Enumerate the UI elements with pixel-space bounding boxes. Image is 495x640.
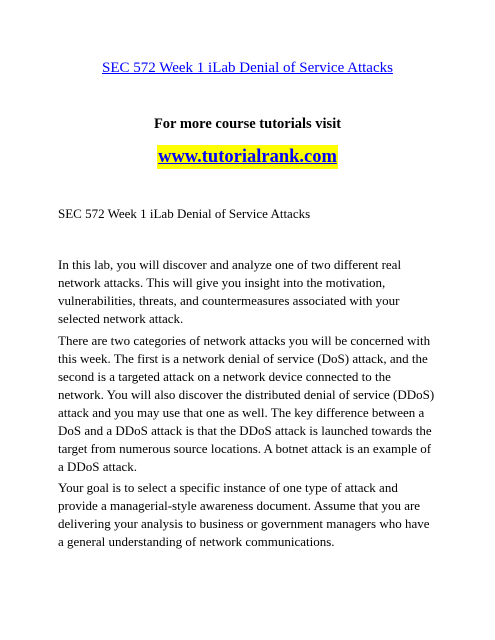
paragraph-line: selected network attack. <box>58 311 184 326</box>
website-link-wrapper <box>0 145 495 169</box>
paragraph-line: delivering your analysis to business or government managers who have <box>58 516 430 531</box>
paragraph-line: this week. The first is a network denial of service (DoS) attack, and the <box>58 351 428 366</box>
paragraph-line: There are two categories of network attacks you will be concerned with <box>58 333 431 348</box>
paragraph-intro <box>58 256 442 328</box>
paragraph-line: network attacks. This will give you insight into the motivation, <box>58 275 386 290</box>
visit-text: For more course tutorials visit <box>153 116 342 132</box>
paragraph-line: target from numerous source locations. A botnet attack is an example of <box>58 441 432 456</box>
paragraph-line: attack and you may use that one as well. The key difference between a <box>58 405 425 420</box>
paragraph-line: Your goal is to select a specific instance of one type of attack and <box>58 480 398 495</box>
paragraph-line: vulnerabilities, threats, and countermeasures associated with your <box>58 293 400 308</box>
website-link[interactable]: www.tutorialrank.com <box>158 147 337 167</box>
paragraph-line: a DDoS attack. <box>58 459 138 474</box>
title-link[interactable]: SEC 572 Week 1 iLab Denial of Service Attacks <box>102 60 393 76</box>
paragraph-attack-categories <box>58 332 442 476</box>
paragraph-line: second is a targeted attack on a network device connected to the <box>58 369 391 384</box>
paragraph-goal <box>58 479 442 551</box>
course-title: SEC 572 Week 1 iLab Denial of Service Attacks <box>58 206 311 221</box>
paragraph-line: network. You will also discover the distributed denial of service (DDoS) <box>58 387 435 402</box>
paragraph-line: In this lab, you will discover and analyze one of two different real <box>58 257 402 272</box>
paragraph-line: a general understanding of network communications. <box>58 534 335 549</box>
paragraph-line: DoS and a DDoS attack is that the DDoS attack is launched towards the <box>58 423 432 438</box>
paragraph-line: provide a managerial-style awareness document. Assume that you are <box>58 498 421 513</box>
